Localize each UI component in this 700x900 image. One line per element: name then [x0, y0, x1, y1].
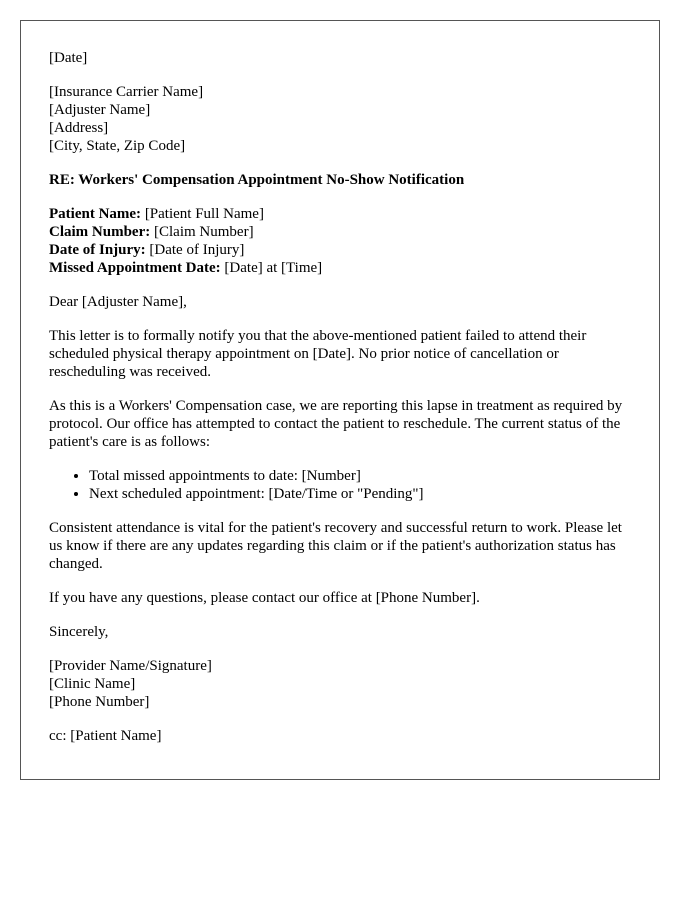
paragraph-reporting: As this is a Workers' Compensation case, we are reporting this lapse in treatment as required by protocol. Our office has attempted to contact the patient to reschedule. The current status of the patient's care is as follows: [49, 398, 623, 450]
adjuster-name: [Adjuster Name] [49, 102, 151, 118]
date-of-injury-label: Date of Injury: [49, 242, 146, 258]
city-state-zip: [City, State, Zip Code] [49, 138, 186, 154]
patient-name-value: [Patient Full Name] [144, 206, 264, 222]
paragraph-attendance: Consistent attendance is vital for the patient's recovery and successful return to work. Please let us know if there are any updates regarding this claim or if the patient's authorization status has changed. [49, 520, 622, 572]
claim-number-value: [Claim Number] [154, 224, 254, 240]
patient-name-row [49, 205, 631, 223]
letter-date [49, 49, 631, 67]
street-address: [Address] [49, 120, 109, 136]
clinic-name: [Clinic Name] [49, 676, 136, 692]
date-of-injury-row [49, 241, 631, 259]
list-item: • Total missed appointments to date: [Number] [89, 467, 631, 485]
date-of-injury-value: [Date of Injury] [149, 242, 245, 258]
claim-number-label: Claim Number: [49, 224, 151, 240]
missed-appointment-label: Missed Appointment Date: [49, 260, 221, 276]
cc-line: cc: [Patient Name] [49, 728, 162, 744]
paragraph-notification: This letter is to formally notify you that the above-mentioned patient failed to attend their scheduled physical therapy appointment on [Date]. No prior notice of cancellation or rescheduling was received. [49, 328, 587, 380]
carrier-name: [Insurance Carrier Name] [49, 84, 204, 100]
claim-number-row [49, 223, 631, 241]
care-status-list [49, 467, 631, 503]
recipient-address-block [49, 83, 631, 155]
salutation: Dear [Adjuster Name], [49, 294, 187, 310]
date-text: [Date] [49, 50, 88, 66]
clinic-phone: [Phone Number] [49, 694, 150, 710]
claim-details-block [49, 205, 631, 277]
subject-line: RE: Workers' Compensation Appointment No-Show Notification [49, 172, 465, 188]
closing: Sincerely, [49, 624, 109, 640]
letter-document [20, 20, 660, 780]
signature-block [49, 657, 631, 711]
missed-appointment-row [49, 259, 631, 277]
provider-signature: [Provider Name/Signature] [49, 658, 212, 674]
patient-name-label: Patient Name: [49, 206, 142, 222]
missed-appointment-value: [Date] at [Time] [224, 260, 323, 276]
paragraph-contact: If you have any questions, please contact our office at [Phone Number]. [49, 590, 480, 606]
list-item: • Next scheduled appointment: [Date/Time or "Pending"] [89, 485, 631, 503]
